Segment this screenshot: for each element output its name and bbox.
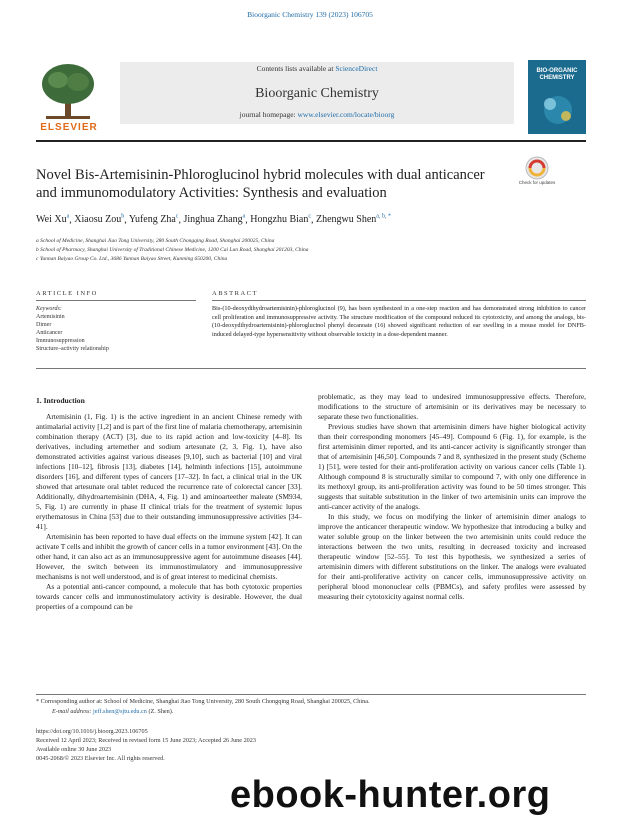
- paragraph: In this study, we focus on modifying the linker of artemisinin dimer analogs to improve the anticancer therapeutic window. We hypothesize that introducing a bulky and water soluble group on the linker between the two artemisinin units could reduce the interactions between the two units, resulting in decreased toxicity and increased therapeutic window [52–55]. To test this hypothesis, we synthesized a series of artemisinin dimers with different substitutions on the linker. The analogs were evaluated for their anti-proliferative activity on cancer cells, immunosuppressive activity on peripheral blood mononuclear cells (PBMCs), and safety profiles were assessed by measuring their cytotoxicity against normal cells.: [318, 512, 586, 601]
- publisher-name: ELSEVIER: [40, 122, 98, 133]
- contents-line: [120, 64, 514, 73]
- divider: [212, 300, 586, 301]
- intro-right-column: [318, 392, 586, 602]
- affiliation: c Yunnan Baiyao Group Co. Ltd., 3686 Yunnan Baiyao Street, Kunming 650200, China: [36, 256, 228, 262]
- journal-cover[interactable]: [528, 60, 586, 134]
- article-info-heading: ARTICLE INFO: [36, 290, 98, 297]
- intro-left-column: [36, 412, 302, 612]
- footnote-divider: [36, 694, 586, 695]
- author[interactable]: Hongzhu Bian$^c$: [250, 214, 311, 226]
- header-rule: [36, 140, 586, 142]
- keyword: Artemisinin: [36, 314, 65, 320]
- available-online: Available online 30 June 2023: [36, 746, 112, 753]
- author[interactable]: Yufeng Zha$^c$: [128, 214, 179, 226]
- affiliation: a School of Medicine, Shanghai Jiao Tong University, 280 South Chongqing Road, Shanghai 200025, China: [36, 238, 275, 244]
- paragraph: problematic, as they may lead to undesired immunosuppressive effects. Therefore, modifications to the structure of artemisinin or its derivatives may be necessary to separate these two functionalities.: [318, 392, 586, 421]
- article-title: Novel Bis-Artemisinin-Phloroglucinol hybrid molecules with dual anticancer and immunomodulatory Activities: Synthesis and evaluation: [36, 167, 485, 201]
- abstract-heading: ABSTRACT: [212, 290, 258, 297]
- email-link[interactable]: jeff.shen@sjtu.edu.cn: [93, 708, 147, 715]
- homepage-label: journal homepage:: [239, 110, 298, 119]
- journal-name: Bioorganic Chemistry: [255, 86, 379, 101]
- corresponding-author: * Corresponding author at: School of Medicine, Shanghai Jiao Tong University, 280 South Chongqing Road, Shanghai 200025, China.: [36, 698, 370, 705]
- keyword: Anticancer: [36, 330, 63, 336]
- email-line: [52, 708, 173, 715]
- paragraph: Previous studies have shown that artemisinin dimers have higher biological activity than their corresponding monomers [45–49]. Compound 6 (Fig. 1), for example, is the first artemisinin dimer reported, and its anti-cancer activity is significantly stronger than that of artemisinin [46,50]. Compounds 7 and 8, synthesized in the present study (Scheme 1) [51], were tested for their anti-proliferation activity on various cancer cells (Table 1). Although compound 8 is structurally similar to compound 7, with only one difference in its methoxyl group, its anti-proliferation activity was found to be 50 times stronger. This suggests that suitable substitution in the linker of two artemisinin units can improve the anti-cancer activity of the analogs.: [318, 422, 586, 511]
- homepage-line: [120, 110, 514, 119]
- doi-link[interactable]: https://doi.org/10.1016/j.bioorg.2023.106705: [36, 728, 148, 735]
- contents-label: Contents lists available at: [256, 64, 336, 73]
- email-label: E-mail address:: [52, 708, 94, 715]
- section-heading: 1. Introduction: [36, 396, 85, 405]
- cover-title: BIO-ORGANIC CHEMISTRY: [536, 68, 578, 81]
- sciencedirect-link[interactable]: ScienceDirect: [335, 64, 378, 73]
- homepage-link[interactable]: www.elsevier.com/locate/bioorg: [297, 110, 395, 119]
- paragraph: As a potential anti-cancer compound, a molecule that has both cytotoxic properties towards cancer cells and immunostimulatory activity is desirable. However, the dual properties of a compound can be: [36, 582, 302, 611]
- check-updates-icon[interactable]: [520, 156, 554, 196]
- keywords-label: Keywords:: [36, 306, 62, 312]
- cover-art: [528, 60, 586, 134]
- elsevier-tree-logo: [36, 60, 100, 130]
- author[interactable]: Xiaosu Zou$^b$: [74, 214, 125, 226]
- keyword: Structure–activity relationship: [36, 346, 109, 352]
- copyright: 0045-2068/© 2023 Elsevier Inc. All rights reserved.: [36, 755, 165, 762]
- divider: [36, 300, 196, 301]
- affiliation: b School of Pharmacy, Shanghai University of Traditional Chinese Medicine, 1200 Cai Lun Road, Shanghai 201203, China: [36, 247, 309, 253]
- paragraph: Artemisinin (1, Fig. 1) is the active ingredient in an ancient Chinese remedy with antimalarial activity [1,2] and is part of the first line of malaria chemotherapy, artemisinin combination therapy (ACT) [3], due to its rapid action and low-toxicity [4–8]. Its derivatives, including artemether and sodium artesunate (2, 3, Fig. 1), have also demonstrated activities against various diseases [9,10], such as bacterial [10] and viral infections [10–12], fibrosis [13], diabetes [14], helminth infections [15], autoimmune disorders [16], and different types of cancers [17–32]. In fact, a clinical trial in the UK showed that artesunate oral tablet reduced the recurrence rate of colorectal cancer [33]. Additionally, dihydroartemisinin (DHA, 4, Fig. 1) and aminoarteether maleate (SM934, 5, Fig. 1) are currently in phase II clinical trials for the treatment of systemic lupus erythematosus in China [53] due to their outstanding immunosuppressive activities [34–41].: [36, 412, 302, 531]
- keyword: Immunosuppression: [36, 338, 85, 344]
- email-suffix: (Z. Shen).: [146, 708, 174, 715]
- journal-reference[interactable]: Bioorganic Chemistry 139 (2023) 106705: [247, 10, 373, 19]
- author[interactable]: Zhengwu Shen$^{a, b, *}$: [316, 214, 391, 226]
- author-list: Wei Xu$^a$, Xiaosu Zou$^b$, Yufeng Zha$^c$, Jinghua Zhang$^a$, Hongzhu Bian$^c$, Zhengwu Shen$^{a, b, *}$: [36, 214, 391, 226]
- author[interactable]: Jinghua Zhang$^a$: [183, 214, 246, 226]
- received-dates: Received 12 April 2023; Received in revised form 15 June 2023; Accepted 26 June 2023: [36, 737, 256, 744]
- watermark: ebook-hunter.org: [230, 774, 551, 816]
- paragraph: Artemisinin has been reported to have dual effects on the immune system [42]. It can activate T cells and inhibit the growth of cancer cells in a tumor environment [43]. On the other hand, it can also act as an immunosuppressive agent for autoimmune diseases [44]. However, the switch between its immunostimulatory and immunosuppressive mechanisms is not well understood, and is of great interest to medicinal chemists.: [36, 532, 302, 581]
- check-updates-label: Check for updates: [518, 180, 556, 185]
- abstract-text: Bis-(10-deoxydihydroartemisinin)-phloroglucinol (9), has been synthesized in a one-step reaction and has demonstrated strong inhibition to cancer cell proliferation and immunosuppressive activity. The structure modification of the compound reduced its cytotoxicity, and among the analogs, bis-(10-deoxydihydroartemisinin)-phloroglucinol phenyl decanoate (16) showed significant reduction of ear swelling in a mouse model for DNFB-induced delayed-type hypersensitivity without observable toxicity in a dose-dependent manner.: [212, 305, 586, 338]
- author[interactable]: Wei Xu$^a$: [36, 214, 70, 226]
- divider: [36, 368, 586, 369]
- keyword: Dimer: [36, 322, 52, 328]
